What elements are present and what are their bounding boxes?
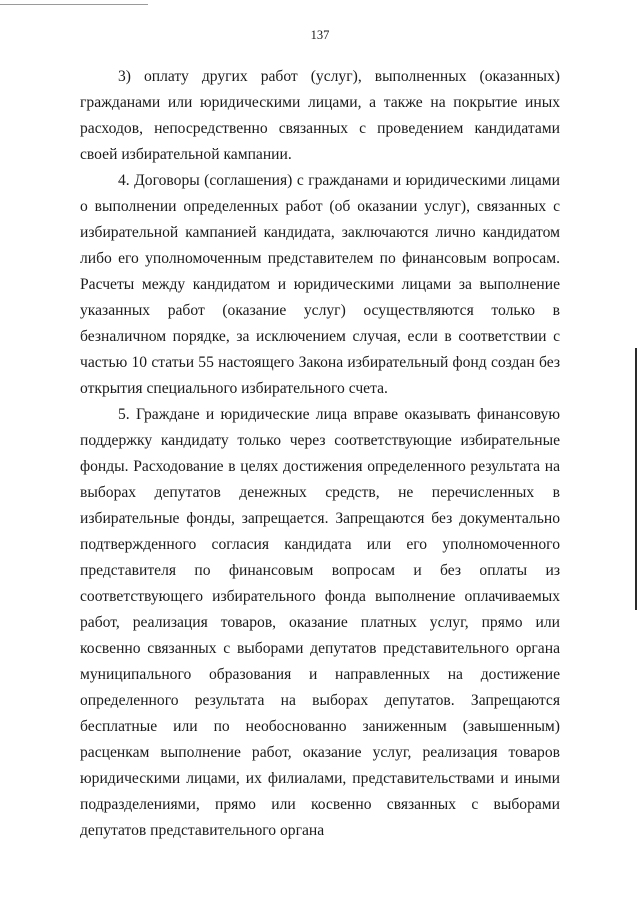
document-body <box>80 64 560 844</box>
paragraph-section-5: 5. Граждане и юридические лица вправе оказывать финансовую поддержку кандидату только через соответствующие избирательные фонды. Расходование в целях достижения определенного результата на выборах депутатов денежных средств, не перечисленных в избирательные фонды, запрещается. Запрещаются без документально подтвержденного согласия кандидата или его уполномоченного представителя по финансовым вопросам и без оплаты из соответствующего избирательного фонда выполнение оплачиваемых работ, реализация товаров, оказание платных услуг, прямо или косвенно связанных с выборами депутатов представительного органа муниципального образования и направленных на достижение определенного результата на выборах депутатов. Запрещаются бесплатные или по необоснованно заниженным (завышенным) расценкам выполнение работ, оказание услуг, реализация товаров юридическими лицами, их филиалами, представительствами и иными подразделениями, прямо или косвенно связанных с выборами депутатов представительного органа <box>80 406 560 839</box>
page-number: 137 <box>310 28 330 42</box>
paragraph-section-4: 4. Договоры (соглашения) с гражданами и юридическими лицами о выполнении определенных работ (об оказании услуг), связанных с избирательной кампанией кандидата, заключаются лично кандидатом либо его уполномоченным представителем по финансовым вопросам. Расчеты между кандидатом и юридическими лицами за выполнение указанных работ (оказание услуг) осуществляются только в безналичном порядке, за исключением случая, если в соответствии с частью 10 статьи 55 настоящего Закона избирательный фонд создан без открытия специального избирательного счета. <box>80 172 560 397</box>
paragraph-item-3: 3) оплату других работ (услуг), выполненных (оказанных) гражданами или юридическими лицами, а также на покрытие иных расходов, непосредственно связанных с проведением кандидатами своей избирательной кампании. <box>80 68 560 163</box>
scan-artifact-line-top <box>0 4 148 5</box>
scan-artifact-line-right <box>635 348 637 610</box>
